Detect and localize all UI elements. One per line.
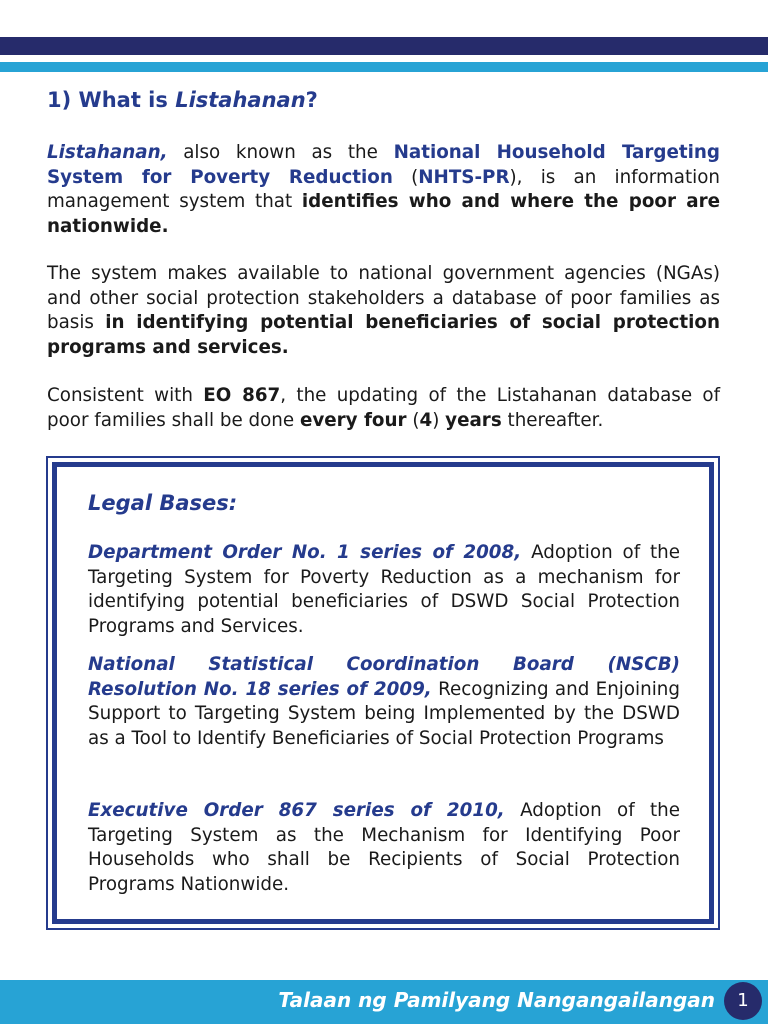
legal-item-department-order: Department Order No. 1 series of 2008, Adoption of the Targeting System for Poverty Reduction as a mechanism for identifying potential beneficiaries of DSWD Social Protection Programs and Services. bbox=[88, 542, 681, 637]
page-number-badge: 1 bbox=[724, 982, 762, 1020]
legal-item-executive-order: Executive Order 867 series of 2010, Adoption of the Targeting System as the Mechanism for Identifying Poor Households who shall be Recipients of Social Protection Programs Nationwide. bbox=[88, 800, 681, 895]
footer-title: Talaan ng Pamilyang Nangangailangan bbox=[278, 988, 715, 1012]
legal-item-nscb-resolution: National Statistical Coordination Board (NSCB) Resolution No. 18 series of 2009, Recognizing and Enjoining Support to Targeting System being Implemented by the DSWD as a Tool to Identify Beneficiaries of Social Protection Programs bbox=[88, 654, 680, 749]
intro-paragraph-3: Consistent with EO 867, the updating of the Listahanan database of poor families shall be done every four (4) years thereafter. bbox=[47, 385, 721, 431]
top-cyan-band bbox=[0, 62, 768, 72]
legal-bases-title: Legal Bases: bbox=[88, 491, 238, 515]
intro-paragraph-1: Listahanan, also known as the National Household Targeting System for Poverty Reduction (NHTS-PR), is an information management system that identifies who and where the poor are nationwide. bbox=[47, 142, 721, 237]
intro-paragraph-2: The system makes available to national government agencies (NGAs) and other social protection stakeholders a database of poor families as basis in identifying potential beneficiaries of social protection programs and services. bbox=[47, 263, 720, 358]
section-heading: 1) What is Listahanan? bbox=[47, 88, 318, 112]
top-navy-band bbox=[0, 37, 768, 55]
